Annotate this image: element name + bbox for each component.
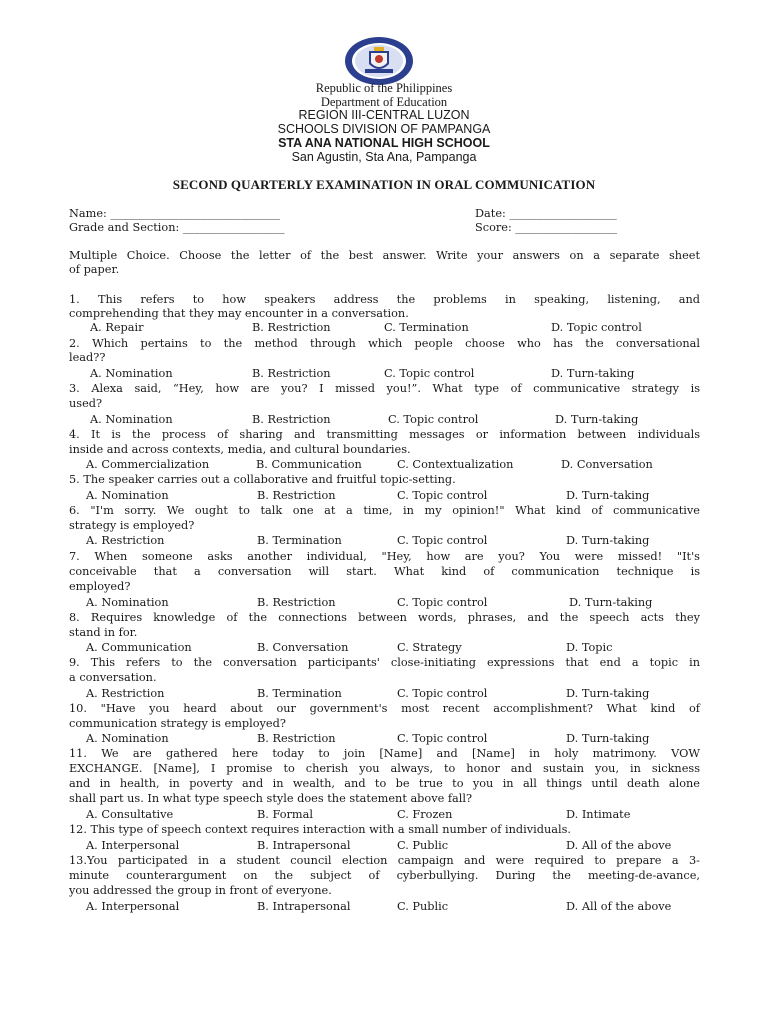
option-b: B. Restriction [257, 489, 336, 502]
option-b: B. Termination [257, 534, 342, 547]
question-3-text: 3. Alexa said, “Hey, how are you? I missed you!”. What type of communicative strategy is [69, 382, 700, 395]
option-a: A. Consultative [86, 808, 174, 821]
question-10-text: communication strategy is employed? [69, 717, 286, 730]
option-d: D. Topic [566, 641, 613, 654]
option-d: D. Turn-taking [566, 732, 650, 745]
question-11-text: and in health, in poverty and in wealth, and to be true to you in all things until death alone [69, 777, 700, 790]
header-region: REGION III-CENTRAL LUZON [298, 108, 470, 122]
question-5-text: 5. The speaker carries out a collaborative and fruitful topic-setting. [69, 473, 456, 486]
option-a: A. Interpersonal [86, 839, 180, 852]
question-9-text: a conversation. [69, 671, 157, 684]
question-1-text: 1. This refers to how speakers address the problems in speaking, listening, and [69, 293, 700, 306]
deped-seal-logo [343, 36, 415, 86]
name-field[interactable]: Name: ______________________________ [69, 207, 280, 220]
question-6-text: strategy is employed? [69, 519, 195, 532]
option-d: D. Conversation [561, 458, 653, 471]
option-c: C. Termination [384, 321, 469, 334]
header-address: San Agustin, Sta Ana, Pampanga [291, 150, 477, 164]
option-b: B. Restriction [257, 732, 336, 745]
question-7-text: conceivable that a conversation will start. What kind of communication technique is [69, 565, 700, 578]
option-b: B. Restriction [252, 413, 331, 426]
option-a: A. Nomination [86, 732, 169, 745]
question-11-text: 11. We are gathered here today to join [Name] and [Name] in holy matrimony. VOW [69, 747, 700, 760]
option-a: A. Restriction [86, 534, 165, 547]
option-c: C. Topic control [397, 732, 488, 745]
option-d: D. Turn-taking [566, 534, 650, 547]
option-d: D. Turn-taking [551, 367, 635, 380]
option-a: A. Nomination [86, 489, 169, 502]
instructions-line: Multiple Choice. Choose the letter of the best answer. Write your answers on a separate sheet [69, 249, 700, 262]
question-2-text: 2. Which pertains to the method through which people choose who has the conversational [69, 337, 700, 350]
question-13-text: minute counterargument on the subject of cyberbullying. During the meeting-de-avance, [69, 869, 700, 882]
option-c: C. Topic control [397, 596, 488, 609]
grade-section-field[interactable]: Grade and Section: __________________ [69, 221, 285, 234]
option-d: D. All of the above [566, 839, 672, 852]
option-d: D. Turn-taking [566, 687, 650, 700]
option-d: D. Turn-taking [566, 489, 650, 502]
option-a: A. Repair [90, 321, 144, 334]
option-b: B. Restriction [252, 321, 331, 334]
question-11-text: EXCHANGE. [Name], I promise to cherish you always, to honor and sustain you, in sickness [69, 762, 700, 775]
option-b: B. Termination [257, 687, 342, 700]
option-a: A. Interpersonal [86, 900, 180, 913]
option-a: A. Commercialization [86, 458, 210, 471]
header-republic: Republic of the Philippines [315, 81, 453, 95]
question-8-text: stand in for. [69, 626, 138, 639]
option-d: D. Topic control [551, 321, 642, 334]
option-d: D. Turn-taking [555, 413, 639, 426]
question-3-text: used? [69, 397, 103, 410]
question-13-text: 13.You participated in a student council election campaign and were required to prepare a 3- [69, 854, 700, 867]
option-c: C. Topic control [397, 687, 488, 700]
question-6-text: 6. "I'm sorry. We ought to talk one at a time, in my opinion!" What kind of communicative [69, 504, 700, 517]
option-b: B. Restriction [252, 367, 331, 380]
header-department: Department of Education [320, 95, 448, 109]
question-8-text: 8. Requires knowledge of the connections between words, phrases, and the speech acts they [69, 611, 700, 624]
option-b: B. Intrapersonal [257, 839, 351, 852]
question-12-text: 12. This type of speech context requires interaction with a small number of individuals. [69, 823, 571, 836]
exam-title: SECOND QUARTERLY EXAMINATION IN ORAL COMMUNICATION [172, 177, 596, 192]
question-10-text: 10. "Have you heard about our government's most recent accomplishment? What kind of [69, 702, 700, 715]
option-c: C. Frozen [397, 808, 453, 821]
option-c: C. Contextualization [397, 458, 514, 471]
option-b: B. Restriction [257, 596, 336, 609]
date-field[interactable]: Date: ___________________ [475, 207, 617, 220]
instructions-line: of paper. [69, 263, 120, 276]
option-d: D. All of the above [566, 900, 672, 913]
option-c: C. Topic control [397, 489, 488, 502]
question-2-text: lead?? [69, 351, 106, 364]
question-7-text: employed? [69, 580, 131, 593]
option-d: D. Intimate [566, 808, 631, 821]
option-b: B. Conversation [257, 641, 349, 654]
option-b: B. Formal [257, 808, 313, 821]
option-a: A. Restriction [86, 687, 165, 700]
option-a: A. Nomination [90, 367, 173, 380]
option-c: C. Topic control [384, 367, 475, 380]
question-1-text: comprehending that they may encounter in a conversation. [69, 307, 409, 320]
score-field[interactable]: Score: __________________ [475, 221, 618, 234]
option-c: C. Topic control [397, 534, 488, 547]
question-4-text: 4. It is the process of sharing and transmitting messages or information between individuals [69, 428, 700, 441]
option-a: A. Communication [86, 641, 192, 654]
option-b: B. Intrapersonal [257, 900, 351, 913]
question-9-text: 9. This refers to the conversation participants' close-initiating expressions that end a topic in [69, 656, 700, 669]
header-school: STA ANA NATIONAL HIGH SCHOOL [278, 136, 490, 150]
option-c: C. Public [397, 900, 449, 913]
question-4-text: inside and across contexts, media, and cultural boundaries. [69, 443, 411, 456]
header-division: SCHOOLS DIVISION OF PAMPANGA [277, 122, 491, 136]
option-a: A. Nomination [86, 596, 169, 609]
question-13-text: you addressed the group in front of everyone. [69, 884, 332, 897]
option-a: A. Nomination [90, 413, 173, 426]
question-11-text: shall part us. In what type speech style does the statement above fall? [69, 792, 473, 805]
option-c: C. Strategy [397, 641, 462, 654]
option-b: B. Communication [256, 458, 362, 471]
option-c: C. Public [397, 839, 449, 852]
option-c: C. Topic control [388, 413, 479, 426]
question-7-text: 7. When someone asks another individual, "Hey, how are you? You were missed! "It's [69, 550, 700, 563]
option-d: D. Turn-taking [569, 596, 653, 609]
